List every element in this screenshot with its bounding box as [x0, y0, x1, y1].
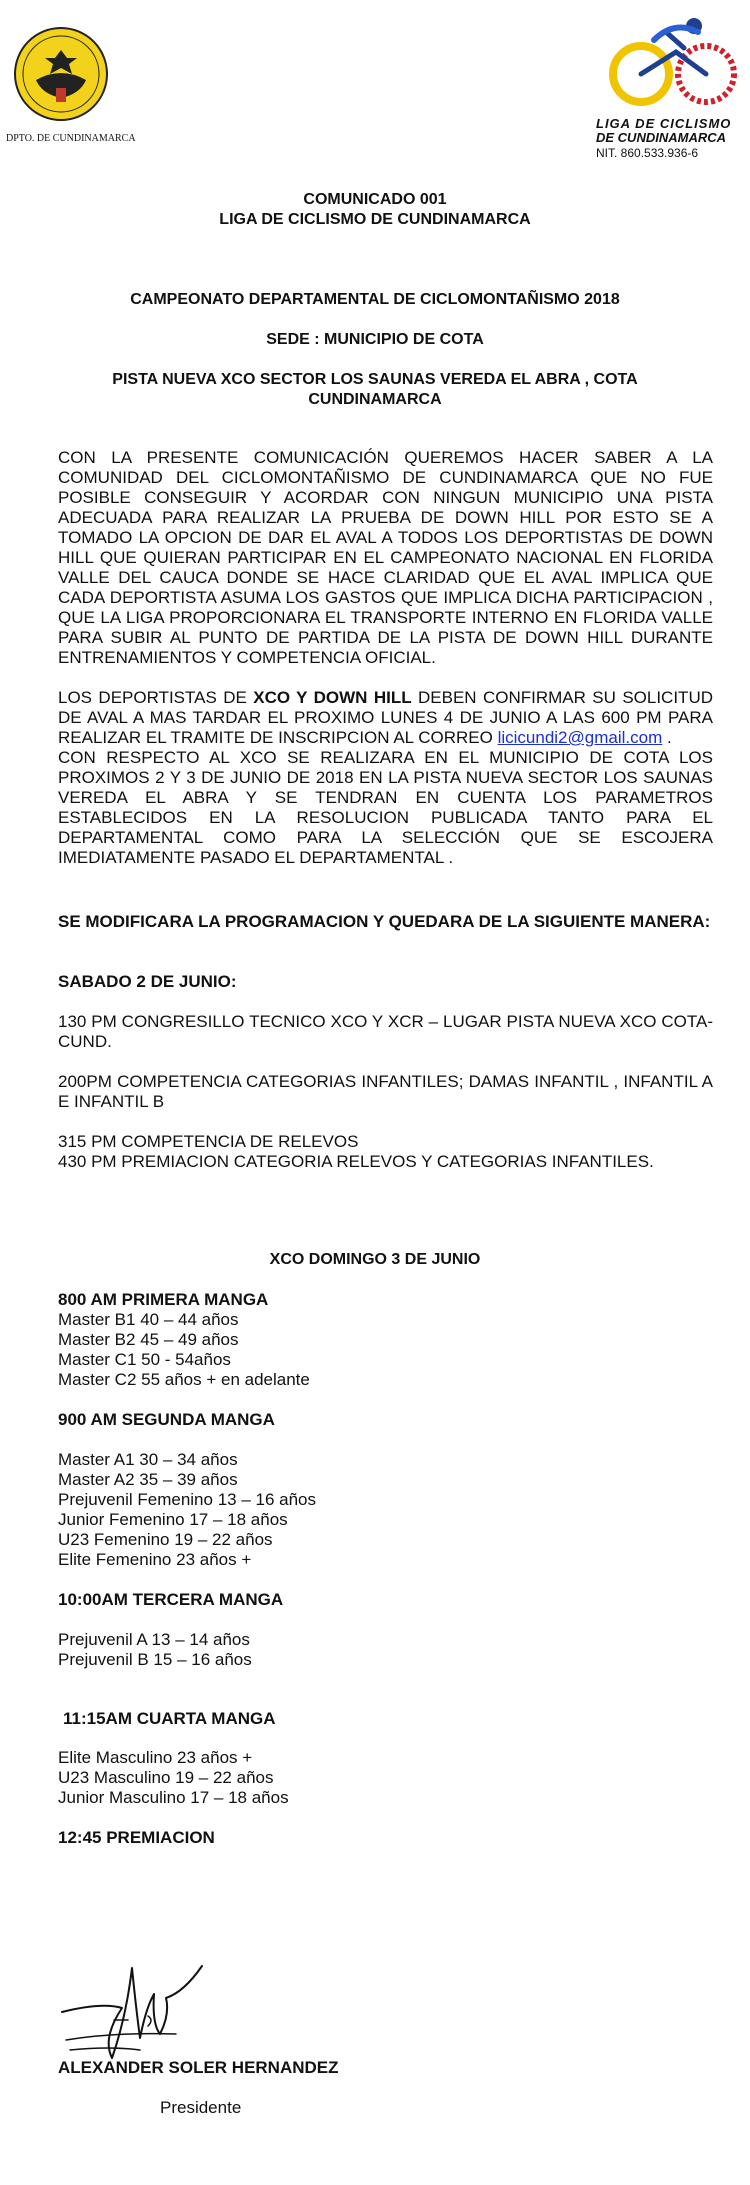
p2-bold: XCO Y DOWN HILL [253, 688, 412, 707]
logo-nit: NIT. 860.533.936-6 [596, 146, 699, 160]
saturday-title: SABADO 2 DE JUNIO: [58, 972, 237, 991]
paragraph-down-hill: CON LA PRESENTE COMUNICACIÓN QUEREMOS HACER SABER A LA COMUNIDAD DEL CICLOMONTAÑISMO DE CUNDINAMARCA QUE NO FUE POSIBLE CONSEGUIR Y ACORDAR CON NINGUN MUNICIPIO UNA PISTA ADECUADA PARA REALIZAR LA PRUEBA DE DOWN HILL POR ESTO SE A TOMADO LA OPCION DE DAR EL AVAL A TODOS LOS DEPORTISTAS DE DOWN HILL QUE QUIERAN PARTICIPAR EN EL CAMPEONATO NACIONAL EN FLORIDA VALLE DEL CAUCA DONDE SE HACE CLARIDAD QUE EL AVAL IMPLICA QUE CADA DEPORTISTA ASUMA LOS GASTOS QUE IMPLICA DICHA PARTICIPACION , QUE LA LIGA PROPORCIONARA EL TRANSPORTE INTERNO EN FLORIDA VALLE PARA SUBIR AL PUNTO DE PARTIDA DE LA PISTA DE DOWN HILL DURANTE ENTRENAMIENTOS Y COMPETENCIA OFICIAL. [58, 448, 713, 667]
comunicado-number: COMUNICADO 001 [303, 191, 447, 208]
manga3-title: 10:00AM TERCERA MANGA [58, 1590, 284, 1609]
sunday-title: XCO DOMINGO 3 DE JUNIO [269, 1251, 481, 1268]
manga3-item: Prejuvenil A 13 – 14 años [58, 1630, 250, 1649]
paragraph-xco: CON RESPECTO AL XCO SE REALIZARA EN EL MUNICIPIO DE COTA LOS PROXIMOS 2 Y 3 DE JUNIO DE 2018 EN LA PISTA NUEVA SECTOR LOS SAUNAS VEREDA EL ABRA Y SE TENDRAN EN CUENTA LOS PARAMETROS ESTABLECIDOS EN LA RESOLUCION PUBLICADA TANTO PARA EL DEPARTAMENTAL COMO PARA LA SELECCIÓN QUE SE ESCOJERA IMEDIATAMENTE PASADO EL DEPARTAMENTAL . [58, 748, 713, 867]
manga1-title: 800 AM PRIMERA MANGA [58, 1290, 269, 1309]
signatory-name: ALEXANDER SOLER HERNANDEZ [58, 2058, 339, 2077]
manga2-item: Prejuvenil Femenino 13 – 16 años [58, 1490, 316, 1509]
manga4-item: Elite Masculino 23 años + [58, 1748, 253, 1767]
manga2-item: Master A1 30 – 34 años [58, 1450, 238, 1469]
event-pista-line2: CUNDINAMARCA [308, 391, 442, 408]
seal-emblem-icon [6, 22, 116, 122]
seal-caption: DPTO. DE CUNDINAMARCA [6, 133, 136, 144]
paragraph-confirmation [58, 688, 713, 748]
event-sede: SEDE : MUNICIPIO DE COTA [266, 331, 484, 348]
saturday-item-1: 130 PM CONGRESILLO TECNICO XCO Y XCR – LUGAR PISTA NUEVA XCO COTA-CUND. [58, 1012, 713, 1051]
p2-end: . [662, 728, 672, 747]
manga2-item: Junior Femenino 17 – 18 años [58, 1510, 288, 1529]
email-link[interactable]: licicundi2@gmail.com [497, 728, 663, 747]
saturday-item-4: 430 PM PREMIACION CATEGORIA RELEVOS Y CATEGORIAS INFANTILES. [58, 1152, 654, 1171]
event-name: CAMPEONATO DEPARTAMENTAL DE CICLOMONTAÑISMO 2018 [130, 291, 620, 308]
manga2-item: Master A2 35 – 39 años [58, 1470, 238, 1489]
comunicado-organization: LIGA DE CICLISMO DE CUNDINAMARCA [219, 211, 531, 228]
manga4-title: 11:15AM CUARTA MANGA [63, 1709, 276, 1728]
manga1-item: Master C2 55 años + en adelante [58, 1370, 310, 1389]
manga1-item: Master C1 50 - 54años [58, 1350, 231, 1369]
saturday-item-2: 200PM COMPETENCIA CATEGORIAS INFANTILES; DAMAS INFANTIL , INFANTIL A E INFANTIL B [58, 1072, 713, 1111]
event-pista-line1: PISTA NUEVA XCO SECTOR LOS SAUNAS VEREDA EL ABRA , COTA [112, 371, 638, 388]
handwritten-signature [56, 1950, 216, 2070]
manga3-item: Prejuvenil B 15 – 16 años [58, 1650, 252, 1669]
p2-pre: LOS DEPORTISTAS DE [58, 688, 254, 707]
schedule-intro: SE MODIFICARA LA PROGRAMACION Y QUEDARA DE LA SIGUIENTE MANERA: [58, 912, 711, 931]
logo-name-line1: LIGA DE CICLISMO [596, 116, 732, 131]
liga-logo [596, 12, 746, 162]
premiacion: 12:45 PREMIACION [58, 1828, 215, 1847]
manga2-title: 900 AM SEGUNDA MANGA [58, 1410, 275, 1429]
cyclist-logo-icon [596, 12, 746, 112]
p2-post: DEBEN CONFIRMAR SU SOLICITUD DE AVAL A MAS TARDAR EL PROXIMO LUNES 4 DE JUNIO A LAS 600 PM PARA REALIZAR EL TRAMITE DE INSCRIPCION AL CORREO [58, 688, 713, 747]
saturday-item-3: 315 PM COMPETENCIA DE RELEVOS [58, 1132, 359, 1151]
manga4-item: Junior Masculino 17 – 18 años [58, 1788, 289, 1807]
department-seal [6, 22, 136, 144]
manga1-item: Master B1 40 – 44 años [58, 1310, 239, 1329]
manga4-item: U23 Masculino 19 – 22 años [58, 1768, 274, 1787]
manga2-item: Elite Femenino 23 años + [58, 1550, 252, 1569]
logo-name-line2: DE CUNDINAMARCA [596, 130, 726, 145]
signatory-role: Presidente [160, 2098, 242, 2117]
manga1-item: Master B2 45 – 49 años [58, 1330, 239, 1349]
manga2-item: U23 Femenino 19 – 22 años [58, 1530, 273, 1549]
